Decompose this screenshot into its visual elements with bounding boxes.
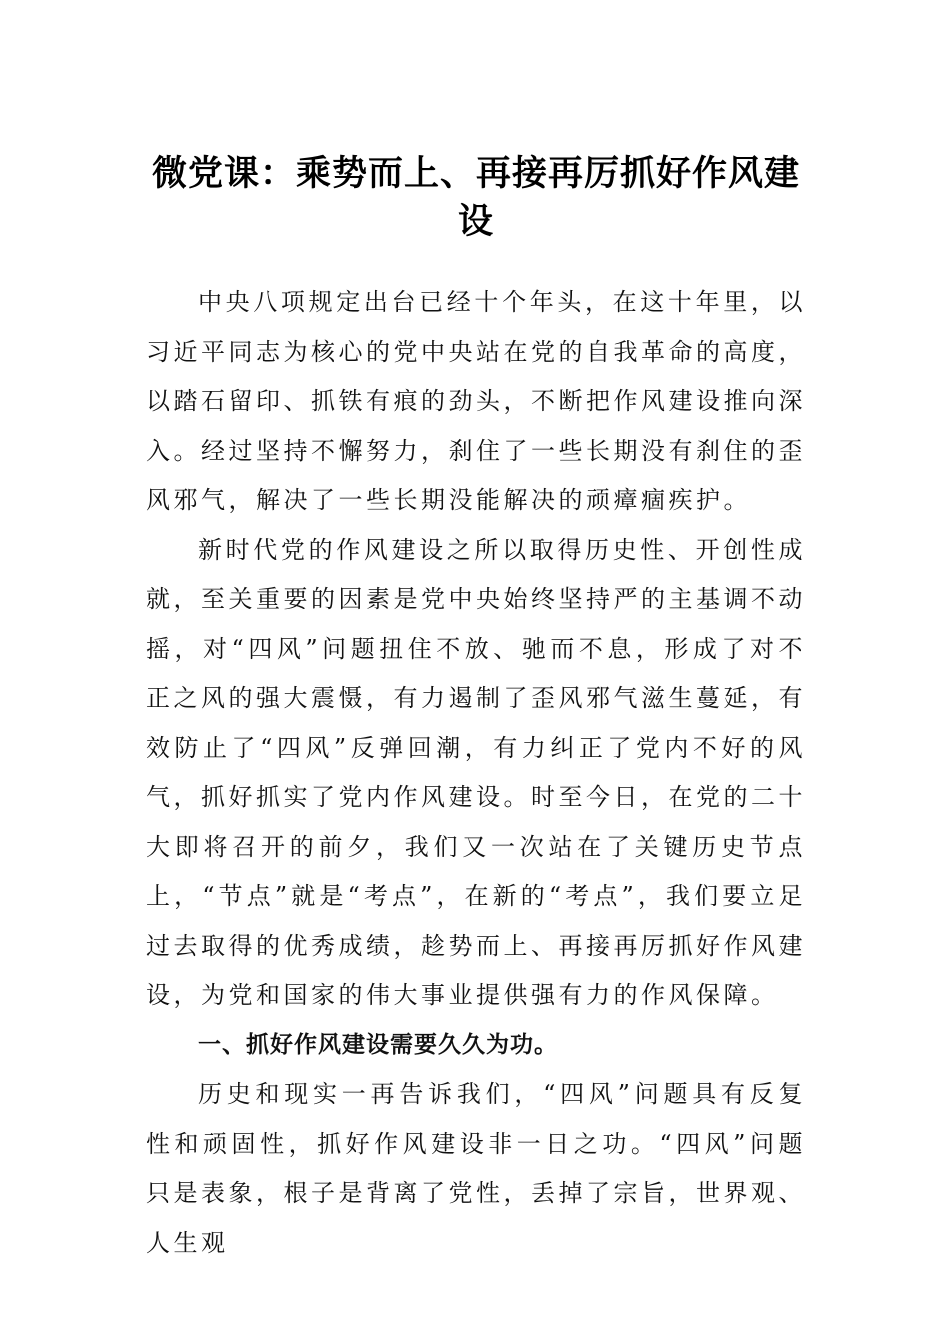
- paragraph-intro: 中央八项规定出台已经十个年头，在这十年里，以习近平同志为核心的党中央站在党的自我革命的高度，以踏石留印、抓铁有痕的劲头，不断把作风建设推向深入。经过坚持不懈努力，刹住了一些长期没有刹住的歪风邪气，解决了一些长期没能解决的顽瘴痼疾护。: [146, 288, 806, 514]
- document-body: [146, 278, 806, 1268]
- section-heading-1: 一、抓好作风建设需要久久为功。: [198, 1031, 558, 1058]
- paragraph-section-1: 历史和现实一再告诉我们，“四风”问题具有反复性和顽固性，抓好作风建设非一日之功。“四风”问题只是表象，根子是背离了党性，丢掉了宗旨，世界观、人生观: [146, 1080, 806, 1257]
- paragraph-achievements: 新时代党的作风建设之所以取得历史性、开创性成就，至关重要的因素是党中央始终坚持严的主基调不动摇，对“四风”问题扭住不放、驰而不息，形成了对不正之风的强大震慑，有力遏制了歪风邪气滋生蔓延，有效防止了“四风”反弹回潮，有力纠正了党内不好的风气，抓好抓实了党内作风建设。时至今日，在党的二十大即将召开的前夕，我们又一次站在了关键历史节点上，“节点”就是“考点”，在新的“考点”，我们要立足过去取得的优秀成绩，趁势而上、再接再厉抓好作风建设，为党和国家的伟大事业提供强有力的作风保障。: [146, 535, 806, 1009]
- document-title: 微党课：乘势而上、再接再厉抓好作风建设: [151, 154, 800, 242]
